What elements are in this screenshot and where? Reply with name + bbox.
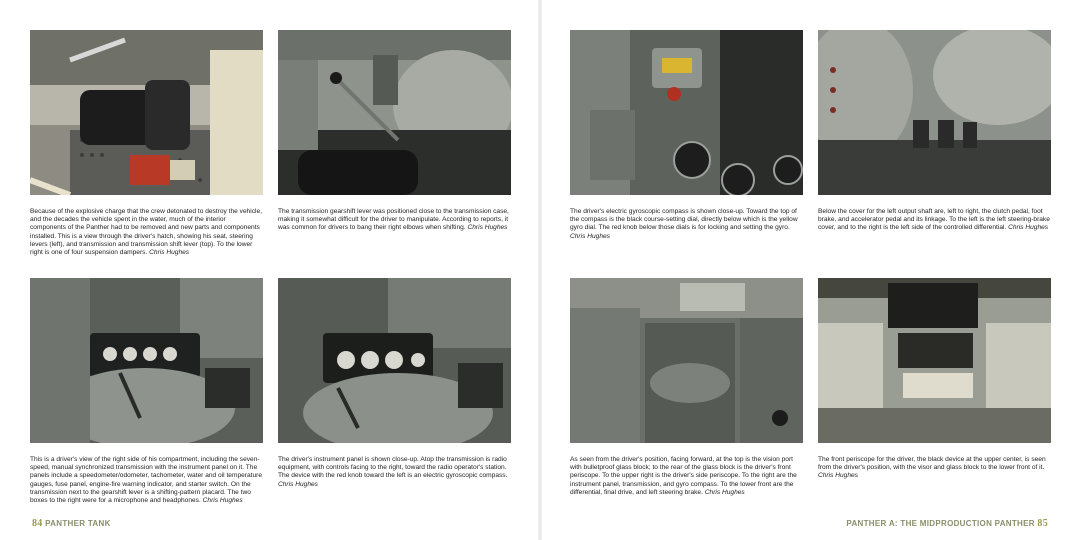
photo-compartment-right-art <box>30 278 263 443</box>
photo-pedals <box>818 30 1051 195</box>
figure-pedals <box>818 30 1051 233</box>
photo-front-periscope-art <box>818 278 1051 443</box>
right-page-folio <box>846 518 1048 529</box>
photo-compartment-right <box>30 278 263 443</box>
left-page-number: 84 <box>32 518 43 529</box>
figure-driver-seat <box>30 30 263 257</box>
caption-1: Because of the explosive charge that the crew detonated to destroy the vehicle, and the decades the vehicle spent in the water, much of the interior components of the Panther had to be removed and new parts and components installed. This is a view through the driver's hatch, showing his seat, steering levers (left), and transmission and transmission shift lever (top). To the lower right is one of four suspension dampers. Chris Hughes <box>30 208 263 257</box>
photo-forward-view-art <box>570 278 803 443</box>
figure-compartment-right <box>30 278 263 505</box>
figure-instrument-panel <box>278 278 511 489</box>
photo-forward-view <box>570 278 803 443</box>
figure-forward-view <box>570 278 803 497</box>
photo-pedals-art <box>818 30 1051 195</box>
figure-gearshift-lever <box>278 30 511 233</box>
caption-2: The transmission gearshift lever was positioned close to the transmission case, making it somewhat difficult for the driver to manipulate. According to reports, it was common for drivers to bang their right elbows when shifting. Chris Hughes <box>278 208 509 232</box>
photo-instrument-panel-art <box>278 278 511 443</box>
photo-driver-seat-art <box>30 30 263 195</box>
caption-4: Below the cover for the left output shaft are, left to right, the clutch pedal, foot brake, and accelerator pedal and its linkage. To the left is the left steering-brake cover, and to the right is the left side of the controlled differential. Chris Hughes <box>818 208 1050 232</box>
figure-front-periscope <box>818 278 1051 481</box>
photo-front-periscope <box>818 278 1051 443</box>
caption-7: As seen from the driver's position, facing forward, at the top is the vision port with bulletproof glass block; to the rear of the glass block is the driver's front periscope. To the upper right is the driver's side periscope. To the right are the instrument panel, transmission, and gyro compass. To the lower front are the differential, final drive, and left steering brake. Chris Hughes <box>570 456 797 496</box>
figure-gyro-compass <box>570 30 803 241</box>
photo-gearshift-lever-art <box>278 30 511 195</box>
left-running-title: PANTHER TANK <box>45 519 111 528</box>
photo-gearshift-lever <box>278 30 511 195</box>
photo-instrument-panel <box>278 278 511 443</box>
caption-5: This is a driver's view of the right side of his compartment, including the seven-speed, manual synchronized transmission with the instrument panel on it. The panels include a speedometer/odometer, tachometer, water and oil temperature gauges, fuse panel, engine-fire warning indicator, and starter switch. On the transmission next to the gearshift lever is a shifting-pattern placard. The two boxes to the right were for a microphone and headphones. Chris Hughes <box>30 456 263 505</box>
right-running-title: PANTHER A: THE MIDPRODUCTION PANTHER <box>846 519 1035 528</box>
left-page-folio <box>32 518 111 529</box>
caption-3: The driver's electric gyroscopic compass is shown close-up. Toward the top of the compass is the black course-setting dial, directly below which is the yellow gyro dial. The red knob below those dials is for locking and setting the gyro. Chris Hughes <box>570 208 798 240</box>
photo-gyro-compass-art <box>570 30 803 195</box>
photo-gyro-compass <box>570 30 803 195</box>
caption-6: The driver's instrument panel is shown close-up. Atop the transmission is radio equipment, with controls facing to the right, toward the radio operator's station. The device with the red knob toward the left is an electric gyroscopic compass. Chris Hughes <box>278 456 508 488</box>
photo-driver-seat <box>30 30 263 195</box>
book-gutter <box>538 0 542 540</box>
caption-8: The front periscope for the driver, the black device at the upper center, is seen from the driver's position, with the visor and glass block to the lower front of it. Chris Hughes <box>818 456 1046 480</box>
right-page-number: 85 <box>1037 518 1048 529</box>
